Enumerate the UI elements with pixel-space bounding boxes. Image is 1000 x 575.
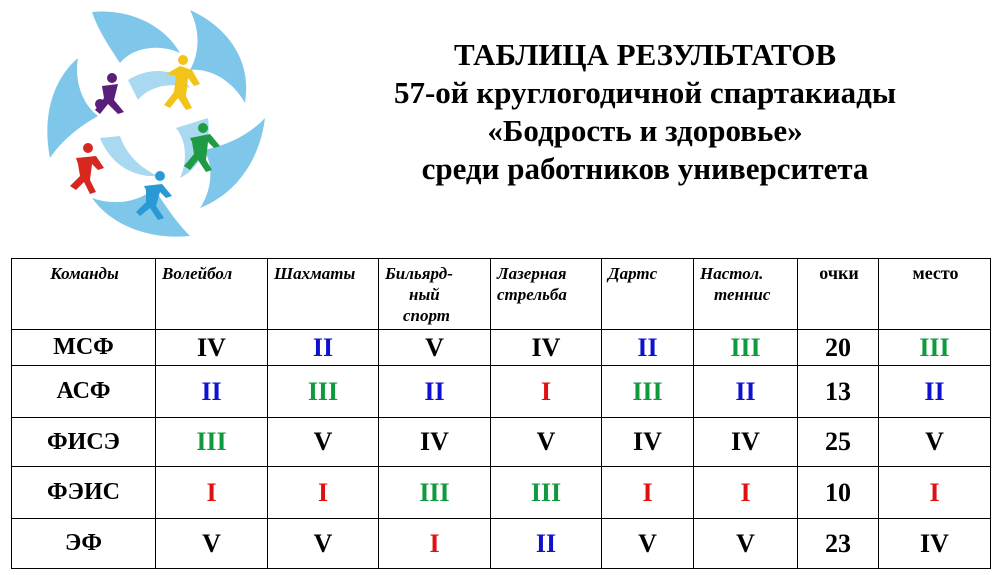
result-laser: I — [491, 366, 602, 418]
result-volleyball: II — [156, 366, 268, 418]
result-darts: III — [602, 366, 694, 418]
table-row — [12, 467, 991, 519]
header-team: Команды — [12, 259, 156, 330]
header-laser: Лазерная стрельба — [491, 259, 602, 330]
result-darts: V — [602, 519, 694, 569]
result-billiards: I — [379, 519, 491, 569]
team-name: МСФ — [12, 330, 156, 366]
title-line-2: 57-ой круглогодичной спартакиады — [393, 75, 897, 110]
result-chess: V — [268, 418, 379, 467]
result-volleyball: V — [156, 519, 268, 569]
title-line-4: среди работников университета — [421, 151, 869, 186]
title-block — [300, 36, 990, 188]
result-darts: I — [602, 467, 694, 519]
table-row — [12, 519, 991, 569]
result-points: 13 — [798, 366, 879, 418]
result-volleyball: IV — [156, 330, 268, 366]
team-name: АСФ — [12, 366, 156, 418]
result-tennis: V — [694, 519, 798, 569]
team-name: ФИСЭ — [12, 418, 156, 467]
header-points: очки — [798, 259, 879, 330]
result-billiards: II — [379, 366, 491, 418]
result-tennis: IV — [694, 418, 798, 467]
result-tennis: II — [694, 366, 798, 418]
result-volleyball: III — [156, 418, 268, 467]
result-volleyball: I — [156, 467, 268, 519]
title-line-1: ТАБЛИЦА РЕЗУЛЬТАТОВ — [453, 37, 837, 72]
result-place: V — [879, 418, 991, 467]
result-place: III — [879, 330, 991, 366]
result-place: II — [879, 366, 991, 418]
spartakiad-emblem-icon — [40, 8, 270, 240]
result-laser: III — [491, 467, 602, 519]
header-place: место — [879, 259, 991, 330]
title-line-3: «Бодрость и здоровье» — [487, 113, 803, 148]
result-chess: I — [268, 467, 379, 519]
result-chess: III — [268, 366, 379, 418]
result-laser: II — [491, 519, 602, 569]
result-points: 20 — [798, 330, 879, 366]
result-darts: II — [602, 330, 694, 366]
result-billiards: V — [379, 330, 491, 366]
result-points: 10 — [798, 467, 879, 519]
result-place: I — [879, 467, 991, 519]
result-tennis: III — [694, 330, 798, 366]
team-name: ФЭИС — [12, 467, 156, 519]
result-laser: IV — [491, 330, 602, 366]
team-name: ЭФ — [12, 519, 156, 569]
result-darts: IV — [602, 418, 694, 467]
header-volleyball: Волейбол — [156, 259, 268, 330]
header-darts: Дартс — [602, 259, 694, 330]
result-points: 23 — [798, 519, 879, 569]
result-billiards: IV — [379, 418, 491, 467]
header-chess: Шахматы — [268, 259, 379, 330]
header-billiards: Бильярд- ный спорт — [379, 259, 491, 330]
results-table — [11, 258, 991, 569]
table-row — [12, 366, 991, 418]
result-laser: V — [491, 418, 602, 467]
table-row — [12, 418, 991, 467]
header-row — [12, 259, 991, 330]
result-chess: V — [268, 519, 379, 569]
table-row — [12, 330, 991, 366]
result-place: IV — [879, 519, 991, 569]
result-tennis: I — [694, 467, 798, 519]
result-points: 25 — [798, 418, 879, 467]
result-billiards: III — [379, 467, 491, 519]
result-chess: II — [268, 330, 379, 366]
header-tennis: Настол. теннис — [694, 259, 798, 330]
